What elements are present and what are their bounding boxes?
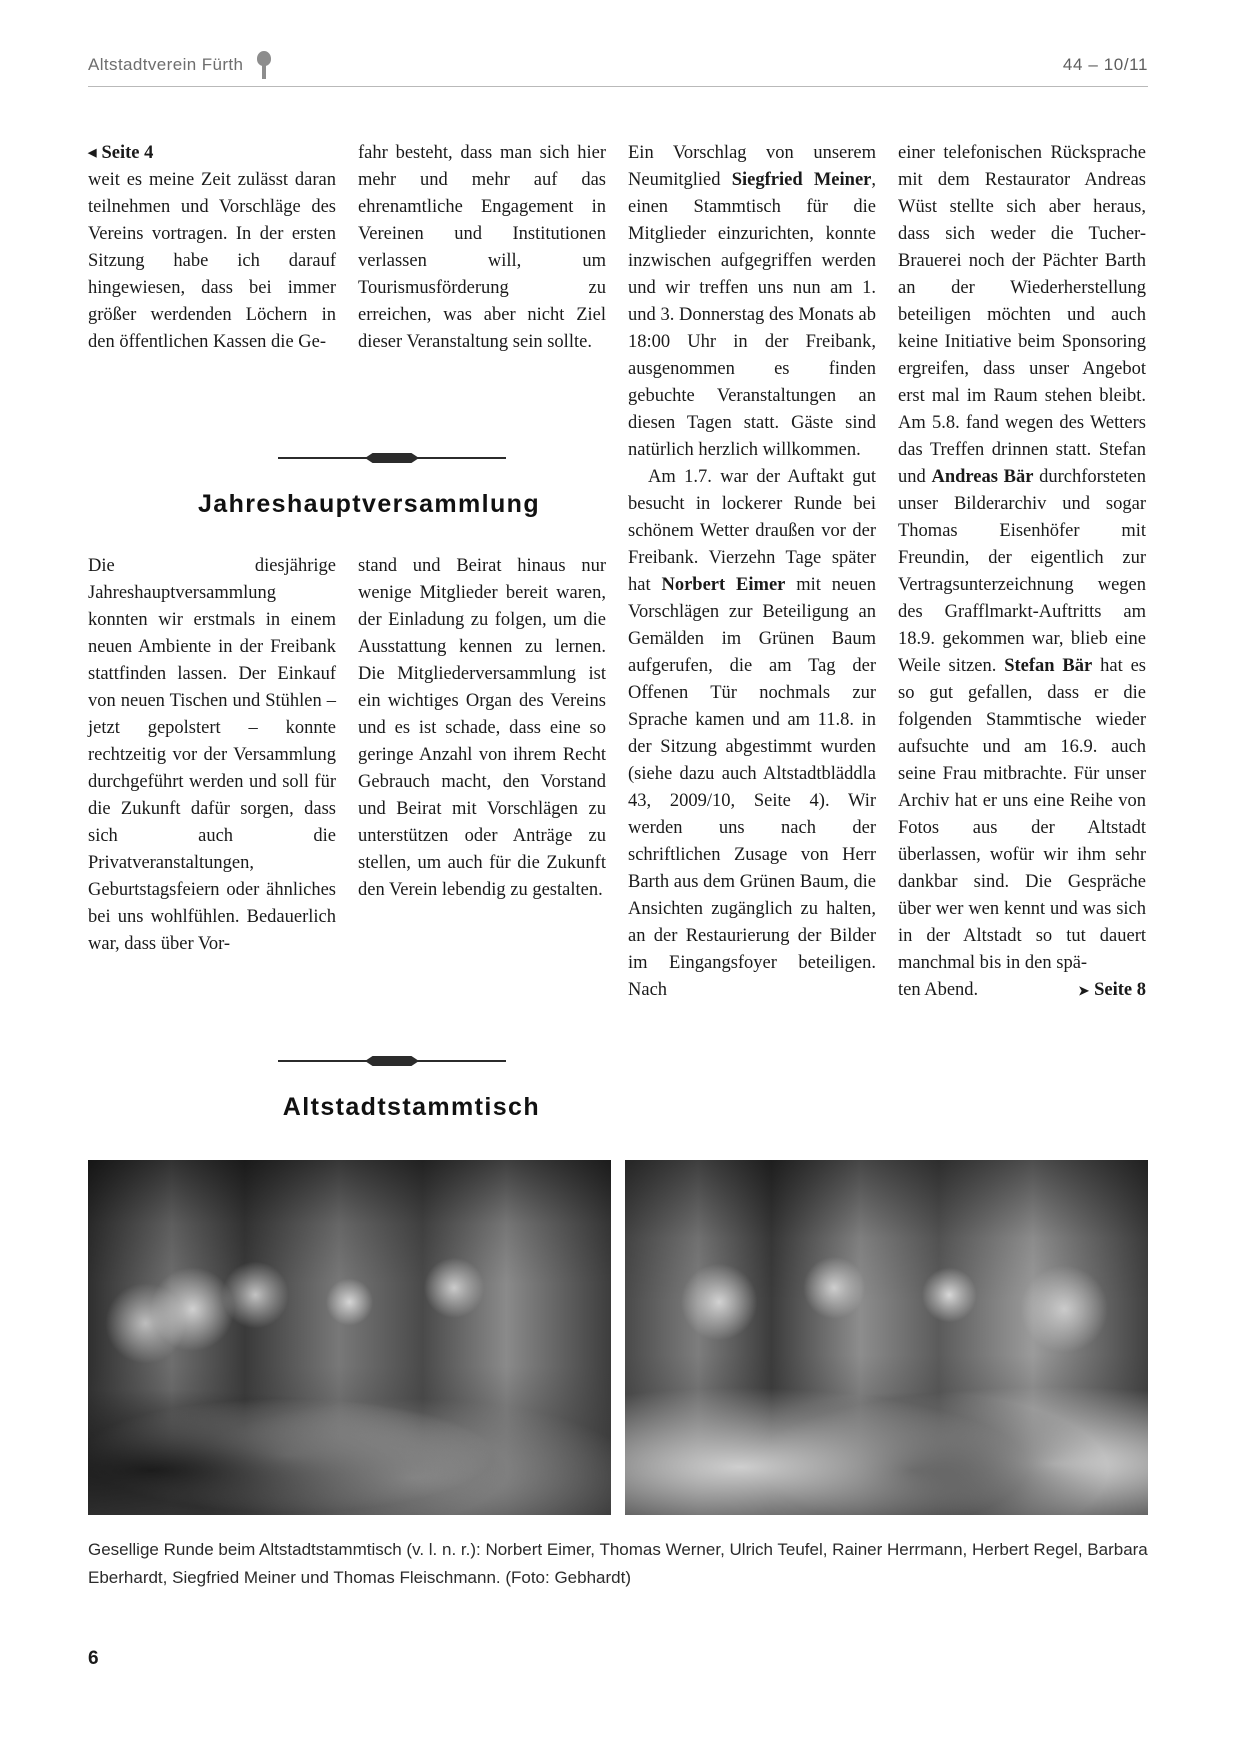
col3-p1-lead: Ein Vorschlag von unserem Neumitglied (628, 143, 876, 190)
col4-last-line (898, 977, 1146, 1004)
page-header (88, 48, 1148, 82)
photo-caption: Gesellige Runde beim Altstadtstammtisch (v. l. n. r.): Norbert Eimer, Thomas Werner, Ulrich Teufel, Rainer Herrmann, Herbert Regel, Barbara Eberhardt, Siegfried Meiner und Thomas Fleischmann. (Foto: Gebhardt) (88, 1540, 1148, 1587)
jump-to-label: ➤ Seite 8 (1078, 977, 1146, 1004)
col4-part-1: einer telefonischen Rücksprache mit dem Restaurator Andreas Wüst stellte sich aber heraus, dass sich weder die Tucher-Brauerei noch der Pächter Barth an der Wiederherstellung beteiligen möchten und auch keine Initiative beim Sponsoring ergreifen, dass unser Angebot erst mal im Raum stehen bleibt. Am 5.8. fand wegen des Wetters das Treffen drinnen statt. Stefan und (898, 143, 1146, 487)
photo-stammtisch-left (88, 1160, 611, 1515)
jump-from-label: ◀ Seite 4 (88, 143, 153, 163)
section-ornament-2 (268, 1055, 516, 1067)
col3-p1-rest: , einen Stammtisch für die Mitglieder einzurichten, konnte inzwischen aufgegriffen werden und wir treffen uns nun am 1. und 3. Donnerstag des Monats ab 18:00 Uhr in der Freibank, ausgenommen es finden gebuchte Veranstaltungen an diesen Tagen statt. Gäste sind natürlich herzlich willkommen. (628, 170, 876, 460)
section1-column-1 (88, 553, 336, 958)
issue-number: 44 – 10/11 (1062, 55, 1148, 74)
col3-p1-bold: Siegfried Meiner (731, 170, 872, 190)
col3-para-1 (628, 140, 876, 464)
header-left (88, 51, 275, 79)
col3-p2-bold: Norbert Eimer (661, 575, 786, 595)
col1-body: weit es meine Zeit zulässt daran teilnehmen und Vorschläge des Vereins vortragen. In der ersten Sitzung habe ich darauf hingewiesen, dass bei immer größer werdenden Löchern in den öffentlichen Kassen die Ge- (88, 170, 336, 352)
header-divider (88, 86, 1148, 87)
column-3 (628, 140, 876, 1004)
section-title-jahreshauptversammlung: Jahreshauptversammlung (197, 490, 540, 518)
column-4 (898, 140, 1146, 1004)
photo-stammtisch-right (625, 1160, 1148, 1515)
column-2 (358, 140, 606, 356)
col4-part-3: hat es so gut gefallen, dass er die folgenden Stammtische wieder aufsuchte und am 16.9. auch seine Frau mitbrachte. Für unser Archiv hat er uns eine Reihe von Fotos aus der Altstadt überlassen, wofür wir ihm sehr dankbar sind. Die Gespräche über wer wen kennt und was sich in der Altstadt so tut dauert manchmal bis in den spä- (898, 656, 1146, 973)
col4-part-2: durchforsteten unser Bilderarchiv und sogar Thomas Eisenhöfer mit Freundin, der eigentlich zur Vertragsunterzeichnung wegen des Grafflmarkt-Auftritts am 18.9. gekommen war, blieb eine Weile sitzen. (898, 467, 1146, 676)
section1-column-2 (358, 553, 606, 904)
col3-para-2 (628, 464, 876, 1004)
section1-col1-body: Die diesjährige Jahreshauptversammlung konnten wir erstmals in einem neuen Ambiente in der Freibank stattfinden lassen. Der Einkauf von neuen Tischen und Stühlen – jetzt gepolstert – konnte rechtzeitig vor der Versammlung durchgeführt werden und soll für die Zukunft dafür sorgen, dass sich auch die Privatveranstaltungen, Geburtstagsfeiern oder ähnliches bei uns wohlfühlen. Bedauerlich war, dass über Vor- (88, 556, 336, 954)
col4-last-text: ten Abend. (898, 980, 979, 1000)
col4-bold-1: Andreas Bär (931, 467, 1034, 487)
page-number: 6 (88, 1648, 99, 1669)
header-title: Altstadtverein Fürth (88, 55, 244, 74)
section-ornament-1 (268, 452, 516, 464)
photo-row (88, 1160, 1148, 1515)
section-title-altstadtstammtisch: Altstadtstammtisch (282, 1093, 540, 1121)
col4-bold-2: Stefan Bär (1004, 656, 1093, 676)
col2-body: fahr besteht, dass man sich hier mehr und mehr auf das ehrenamtliche Engagement in Vereinen und Institutionen verlassen will, um Tourismusförderung zu erreichen, was aber nicht Ziel dieser Veranstaltung sein sollte. (358, 143, 606, 352)
lamp-icon (253, 51, 275, 79)
col4-body (898, 140, 1146, 977)
jump-from-ref (88, 140, 336, 167)
section1-col2-body: stand und Beirat hinaus nur wenige Mitglieder bereit waren, der Einladung zu folgen, um die Ausstattung kennen zu lernen. Die Mitgliederversammlung ist ein wichtiges Organ des Vereins und es ist schade, dass eine so geringe Anzahl von ihrem Recht Gebrauch macht, den Vorstand und Beirat mit Vorschlägen zu unterstützen oder Anträge zu stellen, um auch für die Zukunft den Verein lebendig zu gestalten. (358, 556, 606, 900)
col3-p2-lead: Am 1.7. war der Auftakt gut besucht in lockerer Runde bei schönem Wetter draußen vor der Freibank. Vierzehn Tage später hat (628, 467, 876, 595)
column-1 (88, 140, 336, 356)
col3-p2-rest: mit neuen Vorschlägen zur Beteiligung an Gemälden im Grünen Baum aufgerufen, die am Tag der Offenen Tür nochmals zur Sprache kamen und am 11.8. in der Sitzung abgestimmt wurden (siehe dazu auch Altstadtbläddla 43, 2009/10, Seite 4). Wir werden uns nach der schriftlichen Zusage von Herr Barth aus dem Grünen Baum, die Ansichten zugänglich zu halten, an der Restaurierung der Bilder im Eingangsfoyer beteiligen. Nach (628, 575, 876, 1000)
